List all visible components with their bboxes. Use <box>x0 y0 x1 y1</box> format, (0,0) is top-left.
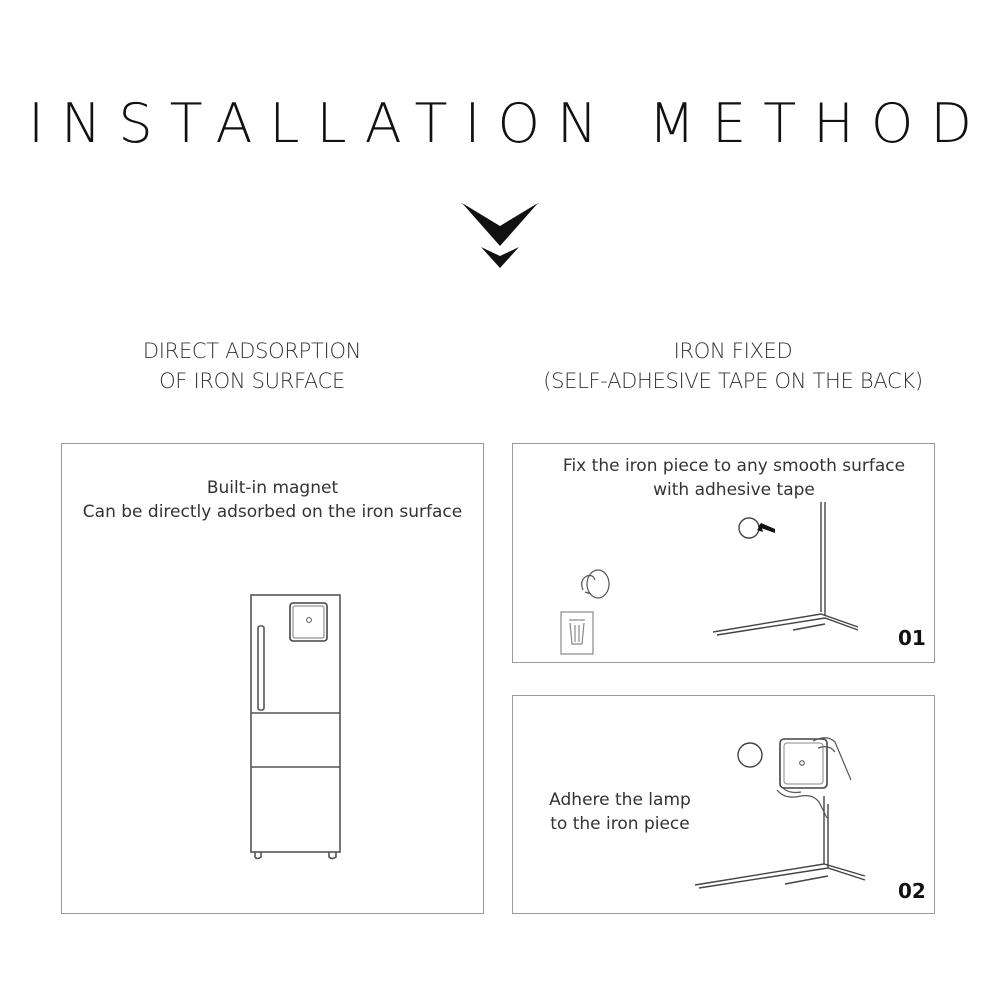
caption-line-1: Built-in magnet <box>206 478 339 498</box>
left-column-heading <box>62 336 442 396</box>
lamp-on-fridge-icon <box>290 603 327 641</box>
step-01-panel <box>512 443 935 663</box>
fix-iron-piece-illustration <box>513 444 936 664</box>
step-02-number: 02 <box>898 879 926 903</box>
right-heading-line-2: (SELF-ADHESIVE TAPE ON THE BACK) <box>543 369 923 393</box>
step-01-number: 01 <box>898 626 926 650</box>
step-02-panel <box>512 695 935 914</box>
step-02-caption-line-2: to the iron piece <box>550 814 690 834</box>
caption-line-2: Can be directly adsorbed on the iron surface <box>82 502 463 522</box>
refrigerator-with-lamp-illustration <box>62 444 485 915</box>
step-01-caption-line-1: Fix the iron piece to any smooth surface <box>562 456 906 476</box>
double-chevron-down-icon <box>455 198 545 273</box>
left-heading-line-2: OF IRON SURFACE <box>159 369 345 393</box>
trash-can-icon <box>561 612 593 654</box>
step-01-caption-line-2: with adhesive tape <box>653 480 815 500</box>
right-heading-line-1: IRON FIXED <box>673 339 793 363</box>
direct-adsorption-panel <box>61 443 484 914</box>
adhere-lamp-illustration <box>513 696 936 915</box>
page-title: INSTALLATION METHOD <box>28 92 989 155</box>
right-column-heading <box>512 336 954 396</box>
left-heading-line-1: DIRECT ADSORPTION <box>142 339 362 363</box>
lamp-icon <box>780 739 827 788</box>
step-02-caption-line-1: Adhere the lamp <box>549 790 691 810</box>
